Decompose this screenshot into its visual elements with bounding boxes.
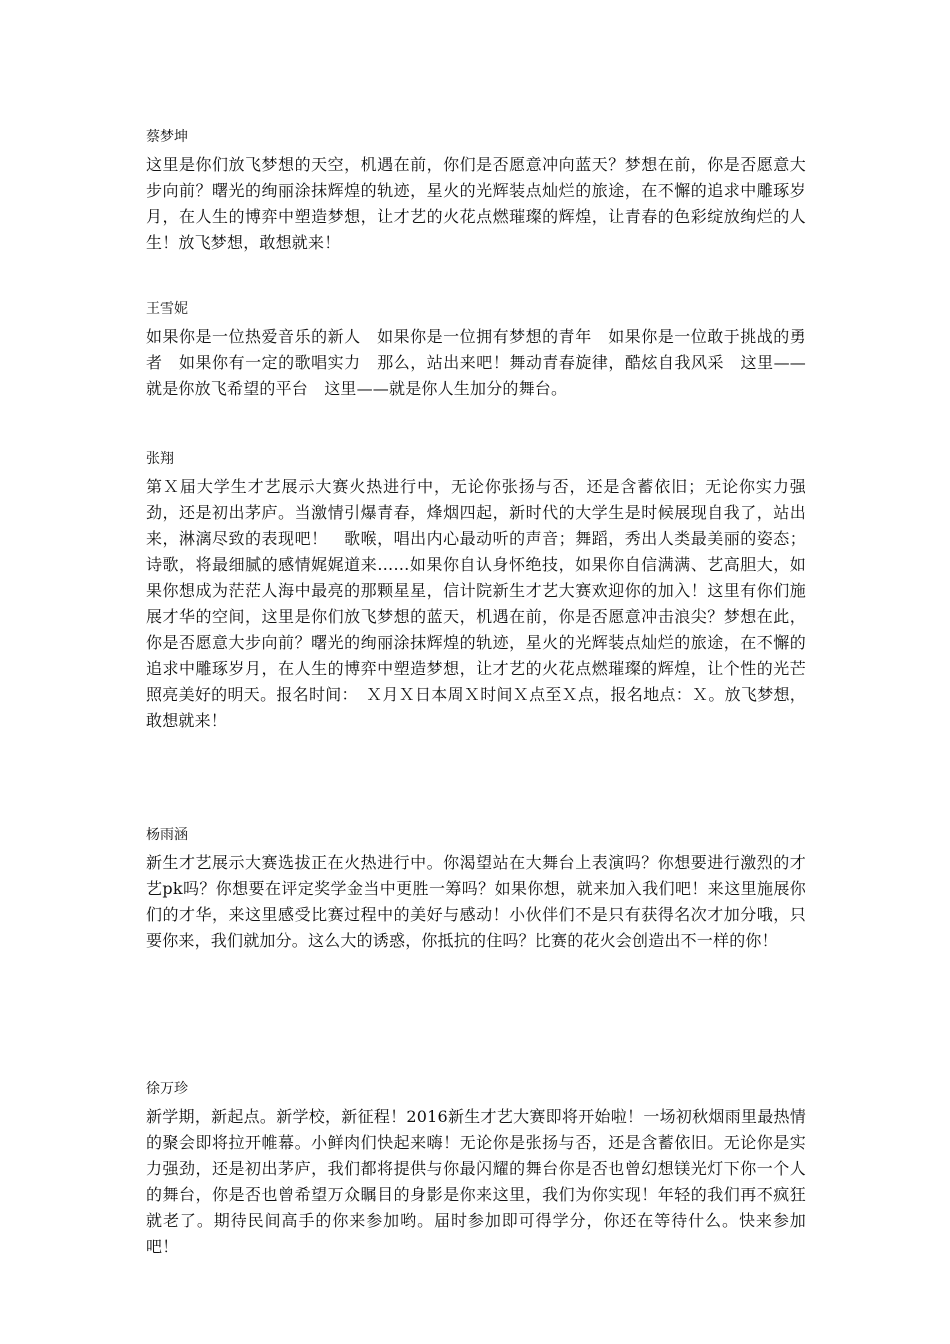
entry-author: 张翔 — [146, 451, 174, 467]
entry-author: 杨雨涵 — [146, 827, 188, 843]
entry-text: 如果你是一位热爱音乐的新人 如果你是一位拥有梦想的青年 如果你是一位敢于挑战的勇者 如果你有一定的歌唱实力 那么，站出来吧！舞动青春旋律，酷炫自我风采 这里——就是你放飞希望的平台 这里——就是你人生加分的舞台。 — [146, 327, 806, 398]
entry-yangyuhan — [146, 826, 806, 954]
entry-text: 新生才艺展示大赛选拔正在火热进行中。你渴望站在大舞台上表演吗？你想要进行激烈的才艺pk吗？你想要在评定奖学金当中更胜一筹吗？如果你想，就来加入我们吧！来这里施展你们的才华，来这里感受比赛过程中的美好与感动！小伙伴们不是只有获得名次才加分哦，只要你来，我们就加分。这么大的诱惑，你抵抗的住吗？比赛的花火会创造出不一样的你！ — [146, 853, 806, 950]
entry-text: 新学期，新起点。新学校，新征程！2016新生才艺大赛即将开始啦！一场初秋烟雨里最热情的聚会即将拉开帷幕。小鲜肉们快起来嗨！无论你是张扬与否，还是含蓄依旧。无论你是实力强劲，还是初出茅庐，我们都将提供与你最闪耀的舞台你是否也曾幻想镁光灯下你一个人的舞台，你是否也曾希望万众瞩目的身影是你来这里，我们为你实现！年轻的我们再不疯狂就老了。期待民间高手的你来参加哟。届时参加即可得学分，你还在等待什么。快来参加吧！ — [146, 1107, 806, 1256]
entry-wangxueni — [146, 300, 806, 402]
entry-text: 这里是你们放飞梦想的天空，机遇在前，你们是否愿意冲向蓝天？梦想在前，你是否愿意大步向前？曙光的绚丽涂抹辉煌的轨迹，星火的光辉装点灿烂的旅途，在不懈的追求中雕琢岁月，在人生的博弈中塑造梦想，让才艺的火花点燃璀璨的辉煌，让青春的色彩绽放绚烂的人生！放飞梦想，敢想就来！ — [146, 155, 806, 252]
entry-text: 第Ｘ届大学生才艺展示大赛火热进行中，无论你张扬与否，还是含蓄依旧；无论你实力强劲，还是初出茅庐。当激情引爆青春，烽烟四起，新时代的大学生是时候展现自我了，站出来，淋漓尽致的表现吧！ 歌喉，唱出内心最动听的声音；舞蹈，秀出人类最美丽的姿态；诗歌，将最细腻的感情娓娓道来……如果你自认身怀绝技，如果你自信满满、艺高胆大，如果你想成为茫茫人海中最亮的那颗星星，信计院新生才艺大赛欢迎你的加入！这里有你们施展才华的空间，这里是你们放飞梦想的蓝天，机遇在前，你是否愿意冲击浪尖？梦想在此，你是否愿意大步向前？曙光的绚丽涂抹辉煌的轨迹，星火的光辉装点灿烂的旅途，在不懈的追求中雕琢岁月，在人生的博弈中塑造梦想，让才艺的火花点燃璀璨的辉煌，让个性的光芒照亮美好的明天。报名时间： Ｘ月Ｘ日本周Ｘ时间Ｘ点至Ｘ点，报名地点：Ｘ。放飞梦想，敢想就来！ — [146, 477, 806, 730]
entry-caimengkun — [146, 128, 806, 256]
entry-xuwanzhen — [146, 1080, 806, 1260]
entry-author: 蔡梦坤 — [146, 129, 188, 145]
entry-zhangxiang — [146, 450, 806, 734]
entry-author: 王雪妮 — [146, 301, 188, 317]
entry-author: 徐万珍 — [146, 1081, 188, 1097]
